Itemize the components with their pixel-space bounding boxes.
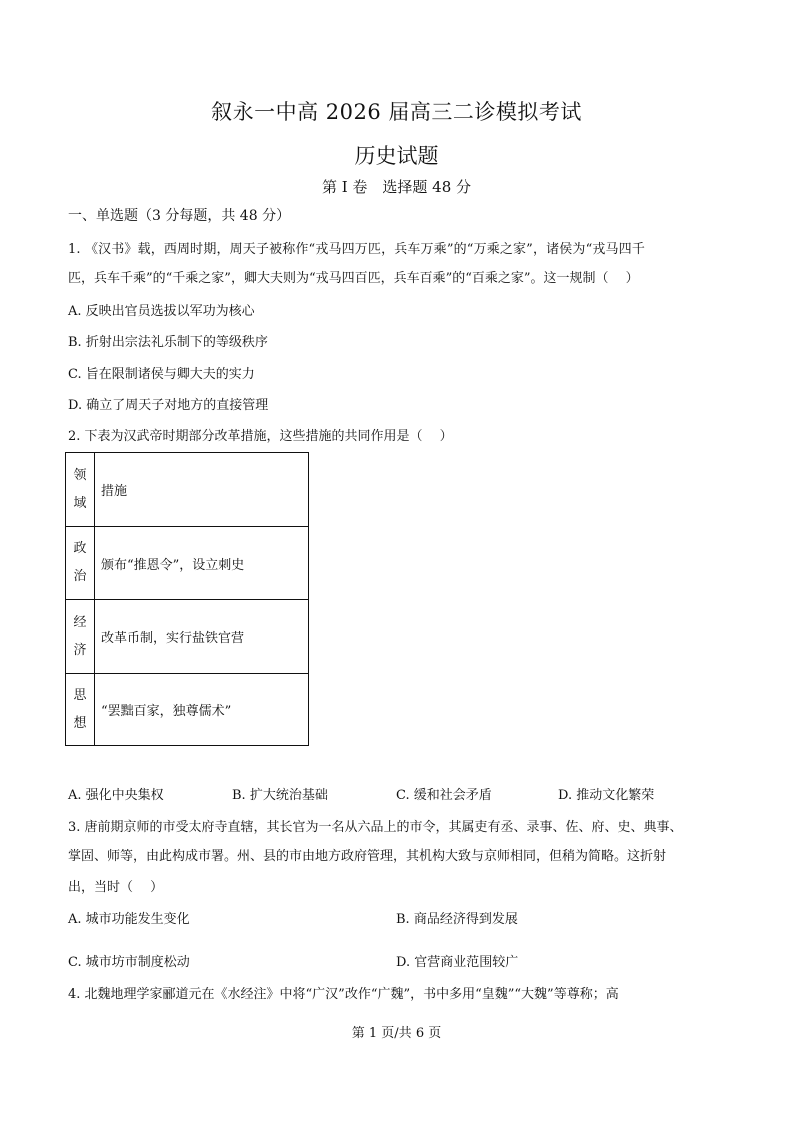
measure-cell: “罢黜百家，独尊儒术” xyxy=(95,674,309,746)
table-row xyxy=(66,600,309,674)
domain-cell xyxy=(66,527,95,600)
q1-stem-line1: 1. 《汉书》载，西周时期，周天子被称作“戎马四万匹，兵车万乘”的“万乘之家”，诸侯为“戎马四千 xyxy=(68,242,645,257)
table-row xyxy=(66,674,309,746)
q3-option-b: B. 商品经济得到发展 xyxy=(396,912,518,927)
q2-option-c: C. 缓和社会矛盾 xyxy=(396,788,492,803)
measure-cell: 颁布“推恩令”，设立刺史 xyxy=(95,527,309,600)
measure-cell: 措施 xyxy=(95,453,309,527)
q1-stem-line2: 匹，兵车千乘”的“千乘之家”，卿大夫则为“戎马四百匹，兵车百乘”的“百乘之家”。这一规制（ ） xyxy=(68,271,639,286)
measure-cell: 改革币制，实行盐铁官营 xyxy=(95,600,309,674)
q2-option-d: D. 推动文化繁荣 xyxy=(558,788,655,803)
domain-char: 政 xyxy=(73,541,87,556)
domain-cell xyxy=(66,674,95,746)
q1-option-b: B. 折射出宗法礼乐制下的等级秩序 xyxy=(68,335,268,350)
q3-option-c: C. 城市坊市制度松动 xyxy=(68,955,190,970)
table-row xyxy=(66,527,309,600)
exam-title: 叙永一中高 2026 届高三二诊模拟考试 xyxy=(211,100,582,124)
q1-option-c: C. 旨在限制诸侯与卿大夫的实力 xyxy=(68,367,255,382)
page-footer: 第 1 页/共 6 页 xyxy=(351,1026,442,1041)
domain-char: 领 xyxy=(73,467,87,483)
domain-cell xyxy=(66,600,95,674)
part-title: 第 I 卷 选择题 48 分 xyxy=(321,178,472,196)
q1-option-a: A. 反映出官员选拔以军功为核心 xyxy=(68,304,255,319)
q3-stem-line3: 出，当时（ ） xyxy=(68,880,164,895)
q2-option-b: B. 扩大统治基础 xyxy=(232,788,328,803)
domain-char: 域 xyxy=(73,495,87,511)
q3-stem-line2: 掌固、师等，由此构成市署。州、县的市由地方政府管理，其机构大致与京师相同，但稍为简略。这折射 xyxy=(68,849,667,864)
domain-char: 治 xyxy=(73,569,87,584)
q2-option-a: A. 强化中央集权 xyxy=(68,788,164,803)
domain-cell xyxy=(66,453,95,527)
q2-stem: 2. 下表为汉武帝时期部分改革措施，这些措施的共同作用是（ ） xyxy=(68,429,453,444)
q2-table xyxy=(65,452,309,746)
domain-char: 济 xyxy=(73,642,87,658)
q3-stem-line1: 3. 唐前期京师的市受太府寺直辖，其长官为一名从六品上的市令，其属吏有丞、录事、佐、府、史、典事、 xyxy=(68,820,683,835)
domain-char: 思 xyxy=(73,687,87,703)
domain-char: 经 xyxy=(73,614,87,630)
domain-char: 想 xyxy=(73,715,87,731)
section-heading: 一、单选题（3 分每题，共 48 分） xyxy=(68,208,291,224)
subject-title: 历史试题 xyxy=(354,144,439,168)
q1-option-d: D. 确立了周天子对地方的直接管理 xyxy=(68,398,269,413)
q4-stem-line1: 4. 北魏地理学家郦道元在《水经注》中将“广汉”改作“广魏”，书中多用“皇魏”“大魏”等尊称；高 xyxy=(68,987,619,1002)
q3-option-a: A. 城市功能发生变化 xyxy=(68,912,190,927)
q3-option-d: D. 官营商业范围较广 xyxy=(396,955,519,970)
table-row xyxy=(66,453,309,527)
